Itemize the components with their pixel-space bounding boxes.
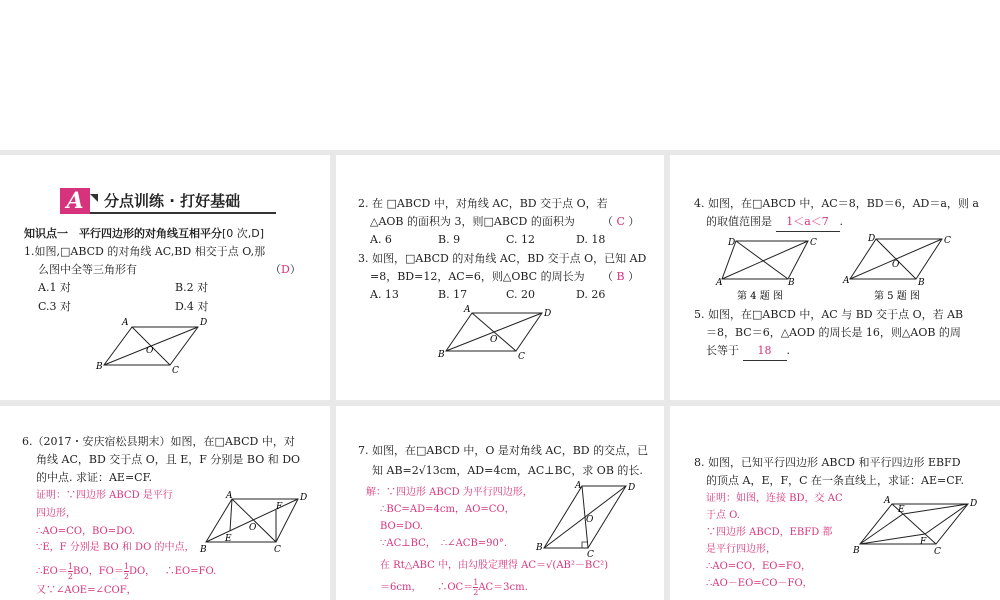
q5-label-a: A: [843, 276, 850, 286]
q6-label-e: E: [225, 534, 232, 544]
q6-label-b: B: [200, 545, 207, 555]
panel-q1: [0, 155, 330, 400]
q5-answer: 18: [743, 342, 787, 361]
q8-label-f: F: [920, 537, 927, 547]
q4-label-c: C: [810, 238, 817, 248]
q6-step6: 又∵∠AOE=∠COF，: [36, 585, 137, 596]
q8-step3: ∵四边形 ABCD，EBFD 都: [706, 527, 833, 538]
panel-q2-q3: [336, 155, 664, 400]
q6-line2: 角线 AC，BD 交于点 O，且 E，F 分别是 BO 和 DO: [36, 453, 301, 466]
q1-label-o: O: [146, 346, 154, 356]
q8-step4: 是平行四边形，: [706, 544, 776, 555]
q6-label-c: C: [274, 545, 281, 555]
q6-line3: 的中点. 求证：AE=CF.: [36, 471, 153, 484]
q1-option-a: A.1 对: [38, 281, 71, 294]
q5-label-o: O: [892, 260, 900, 270]
q1-option-b: B.2 对: [175, 281, 209, 294]
q4-label-d: D: [728, 238, 736, 248]
q7-label-c: C: [587, 550, 594, 560]
q3-figure: [336, 155, 664, 400]
q7-label-a: A: [575, 481, 582, 491]
q8-step6: ∴AO－EO=CO－FO，: [706, 578, 813, 589]
q7-line2: 知 AB=2√13cm，AD=4cm，AC⊥BC，求 OB 的长.: [372, 464, 643, 477]
q5-label-c: C: [944, 236, 951, 246]
q5-label-d: D: [868, 234, 876, 244]
panel-q6: [0, 406, 330, 600]
q7-step2: ∴BC=AD=4cm，AO=CO，: [380, 504, 515, 515]
q7-step4: ∵AC⊥BC， ∴∠ACB=90°.: [380, 538, 508, 549]
q6-step1: 证明：∵四边形 ABCD 是平行: [36, 490, 173, 501]
q3-label-c: C: [518, 352, 525, 362]
q7-step6: ＝6cm， ∴OC＝ $\frac{1}{2}$ AC＝3cm.: [380, 578, 528, 597]
q5-line3: 长等于 18 .: [706, 342, 790, 361]
q8-label-d: D: [970, 499, 978, 509]
q8-label-e: E: [898, 505, 905, 515]
q3-answer: B: [616, 270, 625, 283]
q8-figure: [670, 406, 1000, 600]
q6-line1: 6.（2017・安庆宿松县期末）如图，在□ABCD 中，对: [22, 435, 295, 448]
q3-label-b: B: [438, 350, 445, 360]
banner-title: 分点训练 · 打好基础: [104, 192, 241, 210]
q1-label-c: C: [172, 366, 179, 376]
q8-label-b: B: [853, 546, 860, 556]
q6-label-f: F: [276, 502, 283, 512]
q8-line2: 的顶点 A，E，F，C 在一条直线上，求证：AE=CF.: [706, 474, 965, 487]
q3-label-a: A: [464, 305, 471, 315]
q1-label-a: A: [122, 318, 129, 328]
q1-label-d: D: [200, 318, 208, 328]
q7-label-o: O: [586, 515, 594, 525]
q8-line1: 8. 如图，已知平行四边形 ABCD 和平行四边形 EBFD: [694, 456, 961, 469]
q6-step4: ∵E，F 分别是 BO 和 DO 的中点，: [36, 542, 195, 553]
section-title: 知识点一 平行四边形的对角线互相平分[0 次,D]: [24, 227, 265, 240]
q7-step3: BO=DO.: [380, 521, 423, 532]
q6-label-o: O: [249, 523, 257, 533]
q8-step1: 证明：如图，连接 BD，交 AC: [706, 493, 843, 504]
q4-line1: 4. 如图，在□ABCD 中，AC＝8，BD＝6，AD＝a，则 a: [694, 197, 979, 210]
q6-step3: ∴AO=CO，BO=DO.: [36, 526, 135, 537]
q7-step5: 在 Rt△ABC 中，由勾股定理得 AC＝√(AB²－BC²): [380, 560, 609, 571]
q7-label-b: B: [536, 543, 543, 553]
q1-option-d: D.4 对: [175, 300, 209, 313]
q2-option-b: B. 9: [438, 233, 461, 246]
q6-label-d: D: [300, 493, 308, 503]
q4-line2: 的取值范围是 1＜a＜7 .: [706, 213, 843, 232]
q1-label-b: B: [96, 362, 103, 372]
q1-line1: 1.如图,□ABCD 的对角线 AC,BD 相交于点 O,那: [24, 245, 266, 258]
q4-caption: 第 4 题 图: [737, 291, 783, 302]
q1-answer-bracket: （D）: [270, 263, 301, 276]
q2-line2: △AOB 的面积为 3，则□ABCD 的面积为: [370, 215, 575, 228]
q7-step1: 解：∵四边形 ABCD 为平行四边形，: [366, 487, 533, 498]
q8-label-a: A: [884, 496, 891, 506]
panel-q4-q5: [670, 155, 1000, 400]
q4-q5-figures: [670, 155, 1000, 400]
q3-line1: 3. 如图，□ABCD 的对角线 AC，BD 交于点 O，已知 AD: [358, 252, 647, 265]
q2-option-c: C. 12: [506, 233, 536, 246]
q5-line1: 5. 如图，在□ABCD 中，AC 与 BD 交于点 O，若 AB: [694, 308, 964, 321]
q3-option-c: C. 20: [506, 288, 536, 301]
q2-option-a: A. 6: [370, 233, 392, 246]
q3-answer-bracket: （ B ）: [602, 270, 640, 283]
q5-line2: ＝8，BC＝6，△AOD 的周长是 16，则△AOB 的周: [706, 326, 961, 339]
q7-label-d: D: [628, 483, 636, 493]
q6-step2: 四边形，: [36, 508, 76, 519]
q2-answer: C: [616, 215, 625, 228]
q4-label-a: A: [716, 278, 723, 288]
panel-q7: [336, 406, 664, 600]
q1-option-c: C.3 对: [38, 300, 72, 313]
q7-line1: 7. 如图，在□ABCD 中，O 是对角线 AC，BD 的交点，已: [358, 444, 649, 457]
q3-label-o: O: [490, 335, 498, 345]
q6-figure: [0, 406, 330, 600]
q4-label-b: B: [788, 278, 795, 288]
q6-label-a: A: [226, 491, 233, 501]
q1-figure: [0, 155, 330, 400]
q3-label-d: D: [544, 309, 552, 319]
q8-step5: ∴AO=CO，EO=FO，: [706, 561, 812, 572]
q3-option-b: B. 17: [438, 288, 468, 301]
q2-option-d: D. 18: [576, 233, 606, 246]
q6-step5: ∴EO＝ $\frac{1}{2}$ BO，FO＝ $\frac{1}{2}$ DO， ∴EO=FO.: [36, 562, 217, 581]
q2-answer-bracket: （ C ）: [602, 215, 640, 228]
q3-option-d: D. 26: [576, 288, 606, 301]
q8-step2: 于点 O.: [706, 510, 740, 521]
panel-q8: [670, 406, 1000, 600]
banner-letter: A: [60, 188, 90, 214]
q8-label-c: C: [934, 547, 941, 557]
q4-answer: 1＜a＜7: [776, 213, 840, 232]
q2-line1: 2. 在 □ABCD 中，对角线 AC，BD 交于点 O，若: [358, 197, 608, 210]
q1-answer: D: [281, 263, 290, 276]
q3-line2: =8，BD=12，AC=6，则△OBC 的周长为: [370, 270, 585, 283]
q5-label-b: B: [918, 278, 925, 288]
q7-figure: [336, 406, 664, 600]
q1-line2: 么图中全等三角形有: [38, 263, 137, 276]
q3-option-a: A. 13: [370, 288, 399, 301]
q5-caption: 第 5 题 图: [874, 291, 920, 302]
